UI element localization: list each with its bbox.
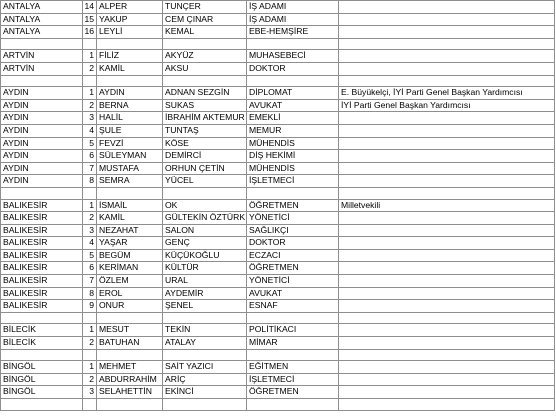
profession-cell[interactable]: ÖĞRETMEN: [247, 262, 339, 275]
profession-cell[interactable]: YÖNETİCİ: [247, 212, 339, 225]
first-name-cell[interactable]: YAŞAR: [97, 237, 163, 250]
last-name-cell[interactable]: [163, 349, 247, 361]
note-cell[interactable]: [339, 386, 555, 399]
profession-cell[interactable]: MÜHENDİS: [247, 137, 339, 150]
table-row: [1, 87, 555, 100]
province-cell[interactable]: AYDIN: [1, 150, 83, 163]
province-cell[interactable]: ARTVİN: [1, 62, 83, 75]
rank-cell[interactable]: 1: [83, 50, 97, 63]
last-name-cell[interactable]: EKİNCİ: [163, 386, 247, 399]
first-name-cell[interactable]: EROL: [97, 287, 163, 300]
table-row: [1, 150, 555, 163]
first-name-cell[interactable]: SEMRA: [97, 175, 163, 188]
province-cell[interactable]: AYDIN: [1, 175, 83, 188]
first-name-cell[interactable]: [97, 312, 163, 324]
province-cell[interactable]: BALIKESİR: [1, 224, 83, 237]
table-row: [1, 224, 555, 237]
rank-cell[interactable]: 8: [83, 287, 97, 300]
rank-cell[interactable]: 2: [83, 337, 97, 350]
note-cell[interactable]: [339, 162, 555, 175]
note-cell[interactable]: [339, 150, 555, 163]
profession-cell[interactable]: DİŞ HEKİMİ: [247, 150, 339, 163]
profession-cell[interactable]: [247, 75, 339, 87]
rank-cell[interactable]: [83, 38, 97, 50]
province-cell[interactable]: BİNGÖL: [1, 386, 83, 399]
note-cell[interactable]: [339, 237, 555, 250]
table-row: [1, 237, 555, 250]
note-cell[interactable]: [339, 399, 555, 411]
last-name-cell[interactable]: CEM ÇINAR: [163, 13, 247, 26]
table-row: [1, 262, 555, 275]
last-name-cell[interactable]: [163, 75, 247, 87]
table-row: [1, 249, 555, 262]
first-name-cell[interactable]: ALPER: [97, 1, 163, 14]
last-name-cell[interactable]: SAİT YAZICI: [163, 361, 247, 374]
first-name-cell[interactable]: YAKUP: [97, 13, 163, 26]
note-cell[interactable]: [339, 300, 555, 313]
province-cell[interactable]: [1, 38, 83, 50]
province-cell[interactable]: BALIKESİR: [1, 275, 83, 288]
rank-cell[interactable]: 16: [83, 26, 97, 39]
profession-cell[interactable]: MUHASEBECİ: [247, 50, 339, 63]
note-cell[interactable]: [339, 187, 555, 199]
last-name-cell[interactable]: AYDEMİR: [163, 287, 247, 300]
blank-row: [1, 187, 555, 199]
last-name-cell[interactable]: GÜLTEKİN ÖZTÜRK: [163, 212, 247, 225]
last-name-cell[interactable]: [163, 38, 247, 50]
note-cell[interactable]: [339, 361, 555, 374]
note-cell[interactable]: E. Büyükelçi, İYİ Parti Genel Başkan Yardımcısı: [339, 87, 555, 100]
last-name-cell[interactable]: TEKİN: [163, 324, 247, 337]
first-name-cell[interactable]: ONUR: [97, 300, 163, 313]
province-cell[interactable]: AYDIN: [1, 137, 83, 150]
province-cell[interactable]: AYDIN: [1, 112, 83, 125]
last-name-cell[interactable]: TUNÇER: [163, 1, 247, 14]
note-cell[interactable]: [339, 312, 555, 324]
note-cell[interactable]: [339, 26, 555, 39]
rank-cell[interactable]: 4: [83, 124, 97, 137]
last-name-cell[interactable]: GENÇ: [163, 237, 247, 250]
profession-cell[interactable]: İŞLETMECİ: [247, 175, 339, 188]
province-cell[interactable]: [1, 312, 83, 324]
rank-cell[interactable]: 3: [83, 112, 97, 125]
first-name-cell[interactable]: SELAHETTİN: [97, 386, 163, 399]
last-name-cell[interactable]: [163, 187, 247, 199]
province-cell[interactable]: ARTVİN: [1, 50, 83, 63]
last-name-cell[interactable]: AKYÜZ: [163, 50, 247, 63]
table-row: [1, 212, 555, 225]
rank-cell[interactable]: 6: [83, 150, 97, 163]
blank-row: [1, 349, 555, 361]
first-name-cell[interactable]: SÜLEYMAN: [97, 150, 163, 163]
profession-cell[interactable]: ÖĞRETMEN: [247, 199, 339, 212]
last-name-cell[interactable]: URAL: [163, 275, 247, 288]
last-name-cell[interactable]: OK: [163, 199, 247, 212]
first-name-cell[interactable]: KAMİL: [97, 62, 163, 75]
first-name-cell[interactable]: BERNA: [97, 99, 163, 112]
note-cell[interactable]: Milletvekili: [339, 199, 555, 212]
rank-cell[interactable]: 3: [83, 224, 97, 237]
last-name-cell[interactable]: ŞENEL: [163, 300, 247, 313]
province-cell[interactable]: ANTALYA: [1, 26, 83, 39]
first-name-cell[interactable]: [97, 38, 163, 50]
last-name-cell[interactable]: KÜÇÜKOĞLU: [163, 249, 247, 262]
note-cell[interactable]: [339, 50, 555, 63]
last-name-cell[interactable]: İBRAHİM AKTEMUR: [163, 112, 247, 125]
first-name-cell[interactable]: ŞULE: [97, 124, 163, 137]
blank-row: [1, 75, 555, 87]
profession-cell[interactable]: ESNAF: [247, 300, 339, 313]
rank-cell[interactable]: 2: [83, 99, 97, 112]
last-name-cell[interactable]: AKSU: [163, 62, 247, 75]
table-row: [1, 50, 555, 63]
note-cell[interactable]: [339, 75, 555, 87]
rank-cell[interactable]: 1: [83, 199, 97, 212]
profession-cell[interactable]: [247, 399, 339, 411]
note-cell[interactable]: [339, 137, 555, 150]
note-cell[interactable]: [339, 124, 555, 137]
province-cell[interactable]: ANTALYA: [1, 13, 83, 26]
note-cell[interactable]: [339, 324, 555, 337]
first-name-cell[interactable]: MESUT: [97, 324, 163, 337]
table-row: [1, 386, 555, 399]
table-row: [1, 324, 555, 337]
rank-cell[interactable]: 4: [83, 237, 97, 250]
first-name-cell[interactable]: AYDIN: [97, 87, 163, 100]
first-name-cell[interactable]: LEYLİ: [97, 26, 163, 39]
profession-cell[interactable]: [247, 312, 339, 324]
rank-cell[interactable]: 6: [83, 262, 97, 275]
profession-cell[interactable]: EĞİTMEN: [247, 361, 339, 374]
first-name-cell[interactable]: FEVZİ: [97, 137, 163, 150]
table-row: [1, 337, 555, 350]
province-cell[interactable]: BİNGÖL: [1, 373, 83, 386]
rank-cell[interactable]: 7: [83, 162, 97, 175]
profession-cell[interactable]: AVUKAT: [247, 99, 339, 112]
rank-cell[interactable]: 5: [83, 249, 97, 262]
table-row: [1, 199, 555, 212]
first-name-cell[interactable]: KAMİL: [97, 212, 163, 225]
province-cell[interactable]: AYDIN: [1, 162, 83, 175]
rank-cell[interactable]: [83, 187, 97, 199]
rank-cell[interactable]: 2: [83, 212, 97, 225]
profession-cell[interactable]: MİMAR: [247, 337, 339, 350]
last-name-cell[interactable]: [163, 399, 247, 411]
first-name-cell[interactable]: [97, 187, 163, 199]
last-name-cell[interactable]: ADNAN SEZGİN: [163, 87, 247, 100]
province-cell[interactable]: BİNGÖL: [1, 361, 83, 374]
last-name-cell[interactable]: KEMAL: [163, 26, 247, 39]
profession-cell[interactable]: EMEKLİ: [247, 112, 339, 125]
province-cell[interactable]: AYDIN: [1, 87, 83, 100]
last-name-cell[interactable]: ORHUN ÇETİN: [163, 162, 247, 175]
rank-cell[interactable]: [83, 349, 97, 361]
note-cell[interactable]: [339, 373, 555, 386]
first-name-cell[interactable]: MEHMET: [97, 361, 163, 374]
table-row: [1, 300, 555, 313]
rank-cell[interactable]: 8: [83, 175, 97, 188]
rank-cell[interactable]: 2: [83, 373, 97, 386]
profession-cell[interactable]: ECZACI: [247, 249, 339, 262]
profession-cell[interactable]: ÖĞRETMEN: [247, 386, 339, 399]
first-name-cell[interactable]: NEZAHAT: [97, 224, 163, 237]
note-cell[interactable]: [339, 224, 555, 237]
note-cell[interactable]: [339, 287, 555, 300]
note-cell[interactable]: İYİ Parti Genel Başkan Yardımcısı: [339, 99, 555, 112]
note-cell[interactable]: [339, 262, 555, 275]
last-name-cell[interactable]: [163, 312, 247, 324]
table-row: [1, 137, 555, 150]
rank-cell[interactable]: 1: [83, 87, 97, 100]
rank-cell[interactable]: 5: [83, 137, 97, 150]
province-cell[interactable]: AYDIN: [1, 99, 83, 112]
profession-cell[interactable]: İŞ ADAMI: [247, 1, 339, 14]
province-cell[interactable]: BALIKESİR: [1, 237, 83, 250]
first-name-cell[interactable]: FİLİZ: [97, 50, 163, 63]
note-cell[interactable]: [339, 349, 555, 361]
note-cell[interactable]: [339, 1, 555, 14]
rank-cell[interactable]: 15: [83, 13, 97, 26]
last-name-cell[interactable]: SALON: [163, 224, 247, 237]
rank-cell[interactable]: 1: [83, 361, 97, 374]
rank-cell[interactable]: 14: [83, 1, 97, 14]
profession-cell[interactable]: İŞ ADAMI: [247, 13, 339, 26]
province-cell[interactable]: [1, 349, 83, 361]
note-cell[interactable]: [339, 62, 555, 75]
rank-cell[interactable]: 9: [83, 300, 97, 313]
profession-cell[interactable]: [247, 349, 339, 361]
note-cell[interactable]: [339, 175, 555, 188]
last-name-cell[interactable]: ATALAY: [163, 337, 247, 350]
province-cell[interactable]: BİLECİK: [1, 324, 83, 337]
first-name-cell[interactable]: KERİMAN: [97, 262, 163, 275]
table-row: [1, 361, 555, 374]
province-cell[interactable]: BALIKESİR: [1, 249, 83, 262]
table-row: [1, 13, 555, 26]
table-row: [1, 287, 555, 300]
profession-cell[interactable]: MÜHENDİS: [247, 162, 339, 175]
profession-cell[interactable]: DOKTOR: [247, 237, 339, 250]
profession-cell[interactable]: DİPLOMAT: [247, 87, 339, 100]
spreadsheet-body: [1, 1, 555, 411]
profession-cell[interactable]: İŞLETMECİ: [247, 373, 339, 386]
rank-cell[interactable]: [83, 75, 97, 87]
table-row: [1, 124, 555, 137]
rank-cell[interactable]: 2: [83, 62, 97, 75]
province-cell[interactable]: BALIKESİR: [1, 262, 83, 275]
province-cell[interactable]: [1, 75, 83, 87]
rank-cell[interactable]: 3: [83, 386, 97, 399]
profession-cell[interactable]: [247, 38, 339, 50]
province-cell[interactable]: [1, 399, 83, 411]
profession-cell[interactable]: SAĞLIKÇI: [247, 224, 339, 237]
table-row: [1, 275, 555, 288]
table-row: [1, 373, 555, 386]
last-name-cell[interactable]: KÜLTÜR: [163, 262, 247, 275]
table-row: [1, 112, 555, 125]
first-name-cell[interactable]: İSMAİL: [97, 199, 163, 212]
profession-cell[interactable]: [247, 187, 339, 199]
note-cell[interactable]: [339, 13, 555, 26]
rank-cell[interactable]: [83, 312, 97, 324]
first-name-cell[interactable]: ÖZLEM: [97, 275, 163, 288]
last-name-cell[interactable]: TUNTAŞ: [163, 124, 247, 137]
note-cell[interactable]: [339, 337, 555, 350]
province-cell[interactable]: BALIKESİR: [1, 300, 83, 313]
first-name-cell[interactable]: [97, 75, 163, 87]
first-name-cell[interactable]: HALİL: [97, 112, 163, 125]
province-cell[interactable]: BALIKESİR: [1, 287, 83, 300]
last-name-cell[interactable]: ARİÇ: [163, 373, 247, 386]
last-name-cell[interactable]: SUKAS: [163, 99, 247, 112]
province-cell[interactable]: BİLECİK: [1, 337, 83, 350]
table-row: [1, 26, 555, 39]
note-cell[interactable]: [339, 275, 555, 288]
province-cell[interactable]: [1, 187, 83, 199]
rank-cell[interactable]: 1: [83, 324, 97, 337]
note-cell[interactable]: [339, 112, 555, 125]
table-row: [1, 1, 555, 14]
table-row: [1, 162, 555, 175]
table-row: [1, 175, 555, 188]
rank-cell[interactable]: 7: [83, 275, 97, 288]
blank-row: [1, 312, 555, 324]
profession-cell[interactable]: DOKTOR: [247, 62, 339, 75]
profession-cell[interactable]: POLİTİKACI: [247, 324, 339, 337]
province-cell[interactable]: BALIKESİR: [1, 199, 83, 212]
table-row: [1, 99, 555, 112]
blank-row: [1, 399, 555, 411]
profession-cell[interactable]: MEMUR: [247, 124, 339, 137]
note-cell[interactable]: [339, 38, 555, 50]
first-name-cell[interactable]: [97, 349, 163, 361]
note-cell[interactable]: [339, 212, 555, 225]
first-name-cell[interactable]: MUSTAFA: [97, 162, 163, 175]
first-name-cell[interactable]: BEGÜM: [97, 249, 163, 262]
last-name-cell[interactable]: DEMİRCİ: [163, 150, 247, 163]
province-cell[interactable]: AYDIN: [1, 124, 83, 137]
first-name-cell[interactable]: ABDURRAHİM: [97, 373, 163, 386]
note-cell[interactable]: [339, 249, 555, 262]
blank-row: [1, 38, 555, 50]
first-name-cell[interactable]: [97, 399, 163, 411]
profession-cell[interactable]: EBE-HEMŞİRE: [247, 26, 339, 39]
province-cell[interactable]: BALIKESİR: [1, 212, 83, 225]
profession-cell[interactable]: AVUKAT: [247, 287, 339, 300]
rank-cell[interactable]: [83, 399, 97, 411]
table-row: [1, 62, 555, 75]
profession-cell[interactable]: YÖNETİCİ: [247, 275, 339, 288]
province-cell[interactable]: ANTALYA: [1, 1, 83, 14]
last-name-cell[interactable]: YÜCEL: [163, 175, 247, 188]
last-name-cell[interactable]: KÖSE: [163, 137, 247, 150]
first-name-cell[interactable]: BATUHAN: [97, 337, 163, 350]
